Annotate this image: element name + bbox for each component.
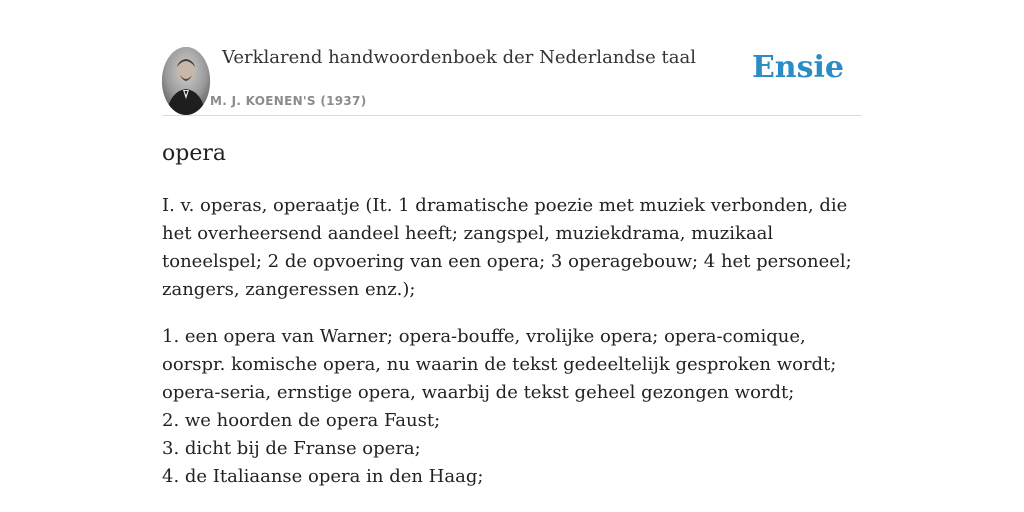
author-portrait-icon (162, 47, 210, 115)
example-line: 1. een opera van Warner; opera-bouffe, vrolijke opera; opera-comique, oorspr. komische opera, nu waarin de tekst gedeeltelijk gesproken wordt; opera-seria, ernstige opera, waarbij de tekst geheel gezongen wordt; (162, 326, 837, 403)
site-subtitle: M. J. KOENEN'S (1937) (210, 94, 367, 108)
site-title: Verklarend handwoordenboek der Nederlandse taal (222, 47, 696, 68)
ensie-logo-link[interactable]: Ensie (751, 50, 844, 85)
example-line: 4. de Italiaanse opera in den Haag; (162, 466, 484, 487)
entry-definition: I. v. operas, operaatje (It. 1 dramatische poezie met muziek verbonden, die het overheersend aandeel heeft; zangspel, muziekdrama, muzikaal toneelspel; 2 de opvoering van een opera; 3 operagebouw; 4 het personeel; zangers, zangeressen enz.); (162, 195, 852, 300)
entry-examples (162, 323, 862, 491)
entry-headword: opera (162, 141, 226, 166)
site-header (162, 44, 862, 116)
example-line: 2. we hoorden de opera Faust; (162, 410, 441, 431)
example-line: 3. dicht bij de Franse opera; (162, 438, 421, 459)
dictionary-entry (162, 138, 862, 491)
